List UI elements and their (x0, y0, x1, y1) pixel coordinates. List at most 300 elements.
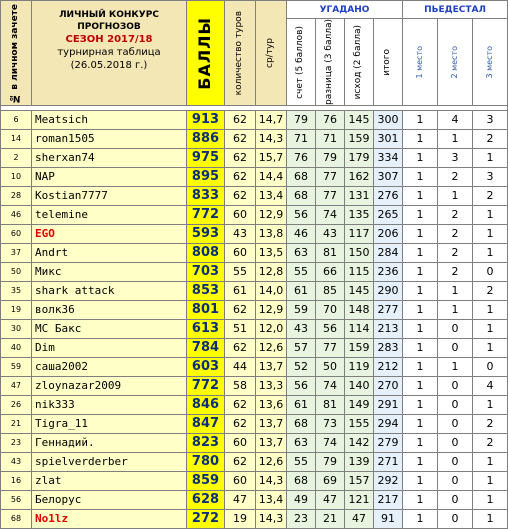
avg-value: 14,3 (256, 471, 287, 490)
table-row (1, 395, 508, 414)
rounds-value: 60 (225, 471, 256, 490)
total-value: 301 (374, 129, 403, 148)
table-row (1, 148, 508, 167)
place2-value: 2 (438, 224, 473, 243)
row-index: 56 (1, 490, 32, 509)
points-value: 784 (187, 338, 225, 357)
score-value: 46 (287, 224, 316, 243)
place2-value: 2 (438, 262, 473, 281)
total-value: 279 (374, 433, 403, 452)
outcome-value: 179 (345, 148, 374, 167)
score-value: 68 (287, 186, 316, 205)
score-value: 55 (287, 452, 316, 471)
points-value: 613 (187, 319, 225, 338)
outcome-value: 145 (345, 281, 374, 300)
place1-value: 1 (403, 414, 438, 433)
row-index: 59 (1, 357, 32, 376)
place3-value: 1 (473, 395, 508, 414)
rounds-value: 62 (225, 414, 256, 433)
diff-value: 85 (316, 281, 345, 300)
diff-value: 77 (316, 186, 345, 205)
place2-value: 1 (438, 129, 473, 148)
place2-value: 4 (438, 110, 473, 129)
place3-value: 2 (473, 414, 508, 433)
row-index: 21 (1, 414, 32, 433)
rounds-value: 60 (225, 243, 256, 262)
points-value: 833 (187, 186, 225, 205)
table-row (1, 509, 508, 528)
place1-value: 1 (403, 433, 438, 452)
avg-value: 12,8 (256, 262, 287, 281)
total-value: 334 (374, 148, 403, 167)
avg-value: 13,5 (256, 243, 287, 262)
total-value: 212 (374, 357, 403, 376)
avg-value: 13,6 (256, 395, 287, 414)
score-value: 49 (287, 490, 316, 509)
rounds-header: количество туров (234, 10, 245, 96)
outcome-value: 142 (345, 433, 374, 452)
player-name: nik333 (32, 395, 187, 414)
total-value: 271 (374, 452, 403, 471)
score-value: 55 (287, 262, 316, 281)
outcome-value: 157 (345, 471, 374, 490)
avg-value: 14,7 (256, 110, 287, 129)
place3-value: 1 (473, 319, 508, 338)
player-name: Kostian7777 (32, 186, 187, 205)
place1-value: 1 (403, 281, 438, 300)
points-value: 801 (187, 300, 225, 319)
avg-header-cell (256, 1, 287, 106)
place3-value: 2 (473, 433, 508, 452)
place1-value: 1 (403, 357, 438, 376)
row-index: 26 (1, 395, 32, 414)
avg-value: 14,3 (256, 129, 287, 148)
rounds-value: 43 (225, 224, 256, 243)
total-header: итого (382, 48, 393, 76)
player-name: Dim (32, 338, 187, 357)
diff-value: 79 (316, 148, 345, 167)
place1-value: 1 (403, 262, 438, 281)
diff-value: 21 (316, 509, 345, 528)
outcome-value: 159 (345, 338, 374, 357)
points-value: 853 (187, 281, 225, 300)
total-value: 213 (374, 319, 403, 338)
total-value: 291 (374, 395, 403, 414)
avg-value: 13,4 (256, 490, 287, 509)
table-row (1, 110, 508, 129)
avg-value: 12,6 (256, 452, 287, 471)
player-name: Белорус (32, 490, 187, 509)
place3-value: 1 (473, 300, 508, 319)
avg-value: 13,7 (256, 357, 287, 376)
row-index: 50 (1, 262, 32, 281)
outcome-value: 117 (345, 224, 374, 243)
diff-header: разница (3 балла) (324, 19, 335, 105)
place2-value: 0 (438, 414, 473, 433)
total-value: 292 (374, 471, 403, 490)
player-name: Микс (32, 262, 187, 281)
place2-value: 1 (438, 281, 473, 300)
diff-value: 81 (316, 395, 345, 414)
row-index: 46 (1, 205, 32, 224)
points-header: БАЛЛЫ (195, 16, 215, 90)
avg-value: 12,6 (256, 338, 287, 357)
rounds-value: 19 (225, 509, 256, 528)
place2-value: 0 (438, 376, 473, 395)
avg-header: ср/тур (265, 37, 276, 68)
diff-value: 43 (316, 224, 345, 243)
player-name: Геннадий. (32, 433, 187, 452)
place3-value: 4 (473, 376, 508, 395)
rounds-value: 62 (225, 129, 256, 148)
table-row (1, 186, 508, 205)
place1-value: 1 (403, 148, 438, 167)
outcome-value: 135 (345, 205, 374, 224)
diff-value: 70 (316, 300, 345, 319)
points-value: 913 (187, 110, 225, 129)
score-value: 61 (287, 281, 316, 300)
place2-value: 0 (438, 509, 473, 528)
place1-value: 1 (403, 300, 438, 319)
diff-value: 74 (316, 205, 345, 224)
total-value: 276 (374, 186, 403, 205)
rounds-value: 60 (225, 433, 256, 452)
points-value: 780 (187, 452, 225, 471)
place1-value: 1 (403, 490, 438, 509)
total-value: 283 (374, 338, 403, 357)
outcome-header-cell (345, 19, 374, 106)
diff-value: 47 (316, 490, 345, 509)
score-value: 68 (287, 167, 316, 186)
rounds-value: 62 (225, 300, 256, 319)
table-row (1, 262, 508, 281)
player-name: spielverderber (32, 452, 187, 471)
points-value: 895 (187, 167, 225, 186)
total-value: 270 (374, 376, 403, 395)
place3-value: 2 (473, 186, 508, 205)
avg-value: 13,4 (256, 186, 287, 205)
total-value: 265 (374, 205, 403, 224)
place1-value: 1 (403, 319, 438, 338)
place2-header: 2 место (449, 45, 459, 79)
rounds-value: 62 (225, 148, 256, 167)
table-row (1, 471, 508, 490)
player-name: telemine (32, 205, 187, 224)
place1-value: 1 (403, 452, 438, 471)
row-index: 19 (1, 300, 32, 319)
place3-value: 3 (473, 110, 508, 129)
place1-value: 1 (403, 224, 438, 243)
diff-value: 76 (316, 110, 345, 129)
table-row (1, 243, 508, 262)
place2-value: 0 (438, 433, 473, 452)
row-index: 28 (1, 186, 32, 205)
row-index: 68 (1, 509, 32, 528)
points-value: 847 (187, 414, 225, 433)
outcome-value: 131 (345, 186, 374, 205)
table-row (1, 433, 508, 452)
score-header: счет (5 баллов) (295, 25, 306, 99)
player-name: волк36 (32, 300, 187, 319)
points-value: 859 (187, 471, 225, 490)
diff-value: 77 (316, 167, 345, 186)
player-name: sherxan74 (32, 148, 187, 167)
place1-value: 1 (403, 186, 438, 205)
place2-value: 2 (438, 243, 473, 262)
row-index: 6 (1, 110, 32, 129)
place2-value: 2 (438, 205, 473, 224)
place3-value: 3 (473, 167, 508, 186)
points-value: 846 (187, 395, 225, 414)
player-name: NAP (32, 167, 187, 186)
place2-value: 2 (438, 167, 473, 186)
place3-value: 1 (473, 490, 508, 509)
table-row (1, 452, 508, 471)
score-value: 71 (287, 129, 316, 148)
points-value: 593 (187, 224, 225, 243)
table-row (1, 319, 508, 338)
rounds-value: 62 (225, 338, 256, 357)
points-value: 886 (187, 129, 225, 148)
place2-value: 0 (438, 452, 473, 471)
points-value: 808 (187, 243, 225, 262)
points-header-cell (187, 1, 225, 106)
diff-header-cell (316, 19, 345, 106)
total-value: 294 (374, 414, 403, 433)
avg-value: 13,7 (256, 414, 287, 433)
rounds-value: 47 (225, 490, 256, 509)
row-index: 40 (1, 338, 32, 357)
rounds-value: 51 (225, 319, 256, 338)
total-value: 91 (374, 509, 403, 528)
total-value: 284 (374, 243, 403, 262)
outcome-value: 145 (345, 110, 374, 129)
place1-value: 1 (403, 243, 438, 262)
outcome-value: 140 (345, 376, 374, 395)
corner-header-cell (1, 1, 32, 106)
outcome-value: 115 (345, 262, 374, 281)
score-value: 57 (287, 338, 316, 357)
score-value: 23 (287, 509, 316, 528)
place1-value: 1 (403, 167, 438, 186)
score-header-cell (287, 19, 316, 106)
diff-value: 77 (316, 338, 345, 357)
table-row (1, 357, 508, 376)
place1-value: 1 (403, 205, 438, 224)
title-line-2: ПРОГНОЗОВ (77, 22, 141, 32)
place3-value: 1 (473, 148, 508, 167)
place3-value: 1 (473, 338, 508, 357)
place3-value: 2 (473, 281, 508, 300)
table-row (1, 281, 508, 300)
outcome-value: 148 (345, 300, 374, 319)
points-value: 975 (187, 148, 225, 167)
score-value: 68 (287, 414, 316, 433)
diff-value: 56 (316, 319, 345, 338)
place2-value: 0 (438, 490, 473, 509)
player-name: EGO (32, 224, 187, 243)
total-value: 307 (374, 167, 403, 186)
place1-value: 1 (403, 509, 438, 528)
place1-header: 1 место (414, 45, 424, 79)
diff-value: 69 (316, 471, 345, 490)
row-index: 37 (1, 243, 32, 262)
outcome-value: 121 (345, 490, 374, 509)
rounds-value: 62 (225, 186, 256, 205)
row-index: 35 (1, 281, 32, 300)
place3-value: 1 (473, 243, 508, 262)
total-value: 290 (374, 281, 403, 300)
outcome-value: 47 (345, 509, 374, 528)
place2-value: 0 (438, 338, 473, 357)
place1-value: 1 (403, 129, 438, 148)
row-index: 60 (1, 224, 32, 243)
place3-value: 1 (473, 509, 508, 528)
points-value: 772 (187, 376, 225, 395)
avg-value: 14,4 (256, 167, 287, 186)
rounds-header-cell (225, 1, 256, 106)
place2-value: 1 (438, 357, 473, 376)
guessed-group-header: УГАДАНО (287, 1, 403, 19)
place1-value: 1 (403, 338, 438, 357)
rounds-value: 55 (225, 262, 256, 281)
diff-value: 50 (316, 357, 345, 376)
podium-group-header: ПЬЕДЕСТАЛ (403, 1, 508, 19)
subtitle-line-1: турнирная таблица (57, 47, 161, 58)
row-index: 43 (1, 452, 32, 471)
place3-value: 2 (473, 129, 508, 148)
place2-value: 1 (438, 186, 473, 205)
table-row (1, 414, 508, 433)
row-index: 23 (1, 433, 32, 452)
title-cell (32, 1, 187, 106)
row-index: 10 (1, 167, 32, 186)
place2-value: 0 (438, 319, 473, 338)
place1-header-cell (403, 19, 438, 106)
place2-value: 0 (438, 471, 473, 490)
outcome-value: 119 (345, 357, 374, 376)
player-name: MC Бакс (32, 319, 187, 338)
table-row (1, 224, 508, 243)
outcome-value: 162 (345, 167, 374, 186)
total-value: 236 (374, 262, 403, 281)
season-label: СЕЗОН 2017/18 (65, 34, 153, 45)
subtitle-line-2: (26.05.2018 г.) (70, 60, 148, 71)
place2-header-cell (438, 19, 473, 106)
score-value: 52 (287, 357, 316, 376)
outcome-value: 150 (345, 243, 374, 262)
place2-value: 3 (438, 148, 473, 167)
player-name: Meatsich (32, 110, 187, 129)
points-value: 703 (187, 262, 225, 281)
rounds-value: 62 (225, 110, 256, 129)
diff-value: 73 (316, 414, 345, 433)
place3-value: 1 (473, 452, 508, 471)
diff-value: 74 (316, 376, 345, 395)
score-value: 56 (287, 205, 316, 224)
avg-value: 13,3 (256, 376, 287, 395)
player-name: zlat (32, 471, 187, 490)
points-value: 603 (187, 357, 225, 376)
corner-label: № в личном зачете (10, 3, 21, 103)
player-name: shark attack (32, 281, 187, 300)
avg-value: 14,0 (256, 281, 287, 300)
diff-value: 79 (316, 452, 345, 471)
outcome-value: 139 (345, 452, 374, 471)
score-value: 61 (287, 395, 316, 414)
score-value: 79 (287, 110, 316, 129)
row-index: 16 (1, 471, 32, 490)
player-name: Tigra_11 (32, 414, 187, 433)
score-value: 43 (287, 319, 316, 338)
table-row (1, 338, 508, 357)
avg-value: 13,8 (256, 224, 287, 243)
place3-value: 1 (473, 224, 508, 243)
place3-header: 3 место (484, 45, 494, 79)
total-header-cell (374, 19, 403, 106)
avg-value: 15,7 (256, 148, 287, 167)
score-value: 63 (287, 433, 316, 452)
diff-value: 74 (316, 433, 345, 452)
rounds-value: 62 (225, 395, 256, 414)
row-index: 14 (1, 129, 32, 148)
standings-body (1, 110, 508, 528)
place3-value: 0 (473, 357, 508, 376)
total-value: 300 (374, 110, 403, 129)
points-value: 823 (187, 433, 225, 452)
points-value: 628 (187, 490, 225, 509)
place1-value: 1 (403, 395, 438, 414)
place3-header-cell (473, 19, 508, 106)
score-value: 59 (287, 300, 316, 319)
avg-value: 13,7 (256, 433, 287, 452)
place1-value: 1 (403, 376, 438, 395)
diff-value: 66 (316, 262, 345, 281)
score-value: 76 (287, 148, 316, 167)
place2-value: 0 (438, 395, 473, 414)
score-value: 63 (287, 243, 316, 262)
player-name: Andrt (32, 243, 187, 262)
table-row (1, 300, 508, 319)
score-value: 56 (287, 376, 316, 395)
total-value: 277 (374, 300, 403, 319)
rounds-value: 62 (225, 167, 256, 186)
points-value: 272 (187, 509, 225, 528)
rounds-value: 60 (225, 205, 256, 224)
rounds-value: 62 (225, 452, 256, 471)
player-name: roman1505 (32, 129, 187, 148)
outcome-header: исход (2 балла) (353, 24, 364, 100)
place2-value: 1 (438, 300, 473, 319)
table-row (1, 205, 508, 224)
title-line-1: ЛИЧНЫЙ КОНКУРС (59, 10, 159, 20)
avg-value: 14,3 (256, 509, 287, 528)
outcome-value: 159 (345, 129, 374, 148)
player-name: zloynazar2009 (32, 376, 187, 395)
row-index: 47 (1, 376, 32, 395)
table-row (1, 129, 508, 148)
total-value: 217 (374, 490, 403, 509)
place1-value: 1 (403, 110, 438, 129)
place3-value: 0 (473, 262, 508, 281)
diff-value: 71 (316, 129, 345, 148)
score-value: 68 (287, 471, 316, 490)
points-value: 772 (187, 205, 225, 224)
rounds-value: 44 (225, 357, 256, 376)
rounds-value: 61 (225, 281, 256, 300)
avg-value: 12,0 (256, 319, 287, 338)
avg-value: 12,9 (256, 300, 287, 319)
